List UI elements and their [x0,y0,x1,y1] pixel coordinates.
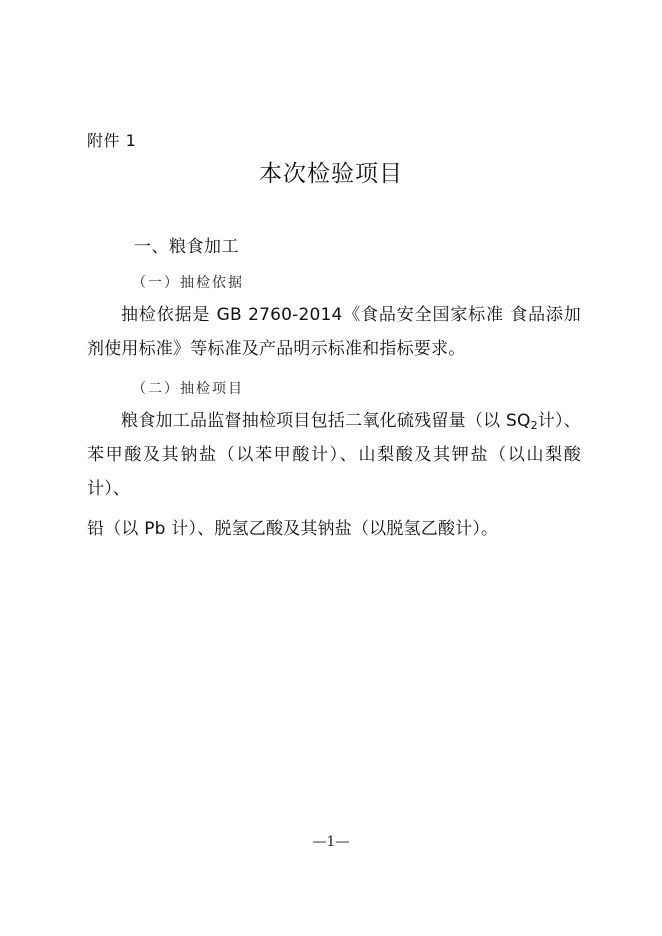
sub-heading-sampling-items: （二）抽检项目 [132,381,244,397]
page-title: 本次检验项目 [259,161,403,187]
paragraph-sampling-items-continued: 铅（以 Pb 计）、脱氢乙酸及其钠盐（以脱氢乙酸计）。 [87,519,499,539]
section-heading-grain-processing: 一、粮食加工 [134,237,239,257]
paragraph-items-text-end: 计）、苯甲酸及其钠盐（以苯甲酸计）、山梨酸及其钾盐（以山梨酸计）、 [87,411,581,499]
paragraph-items-text-start: 粮食加工品监督抽检项目包括二氧化硫残留量（以 SQ [121,411,531,431]
paragraph-sampling-items [87,404,581,506]
subscript-2: 2 [530,419,538,432]
sub-heading-sampling-basis: （一）抽检依据 [132,275,244,291]
paragraph-sampling-basis: 抽检依据是 GB 2760-2014《食品安全国家标准 食品添加剂使用标准》等标准及产品明示标准和指标要求。 [87,305,581,359]
attachment-label: 附件 1 [87,131,137,150]
page-number: —1— [312,834,350,850]
